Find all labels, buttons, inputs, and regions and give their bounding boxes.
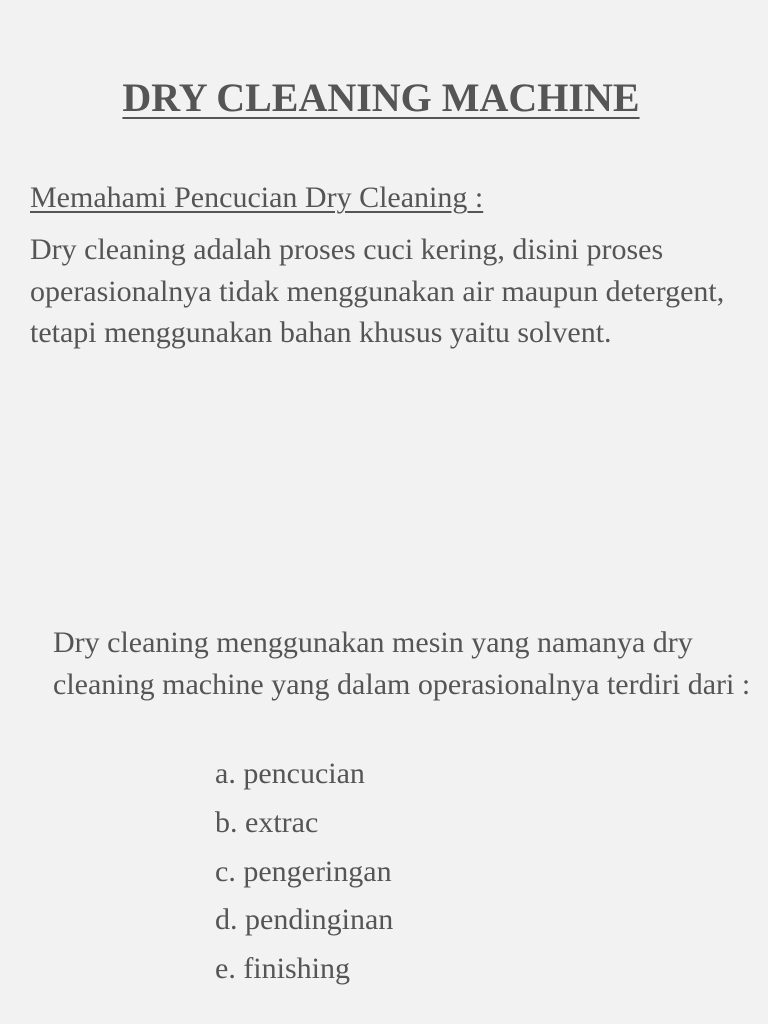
list-item: a. pencucian (215, 757, 365, 790)
definition-paragraph: Dry cleaning adalah proses cuci kering, disini proses operasionalnya tidak menggunakan air maupun detergent, tetapi menggunakan bahan khusus yaitu solvent. (30, 233, 725, 349)
process-steps-list (215, 750, 393, 994)
list-item: d. pendinginan (215, 903, 394, 937)
list-item: e. finishing (215, 952, 350, 986)
page-title: DRY CLEANING MACHINE (122, 75, 640, 120)
list-item: c. pengeringan (215, 854, 392, 888)
machine-paragraph: Dry cleaning menggunakan mesin yang namanya dry cleaning machine yang dalam operasionalnya terdiri dari : (53, 626, 751, 701)
list-item: b. extrac (215, 805, 319, 839)
section-heading: Memahami Pencucian Dry Cleaning : (30, 181, 484, 214)
